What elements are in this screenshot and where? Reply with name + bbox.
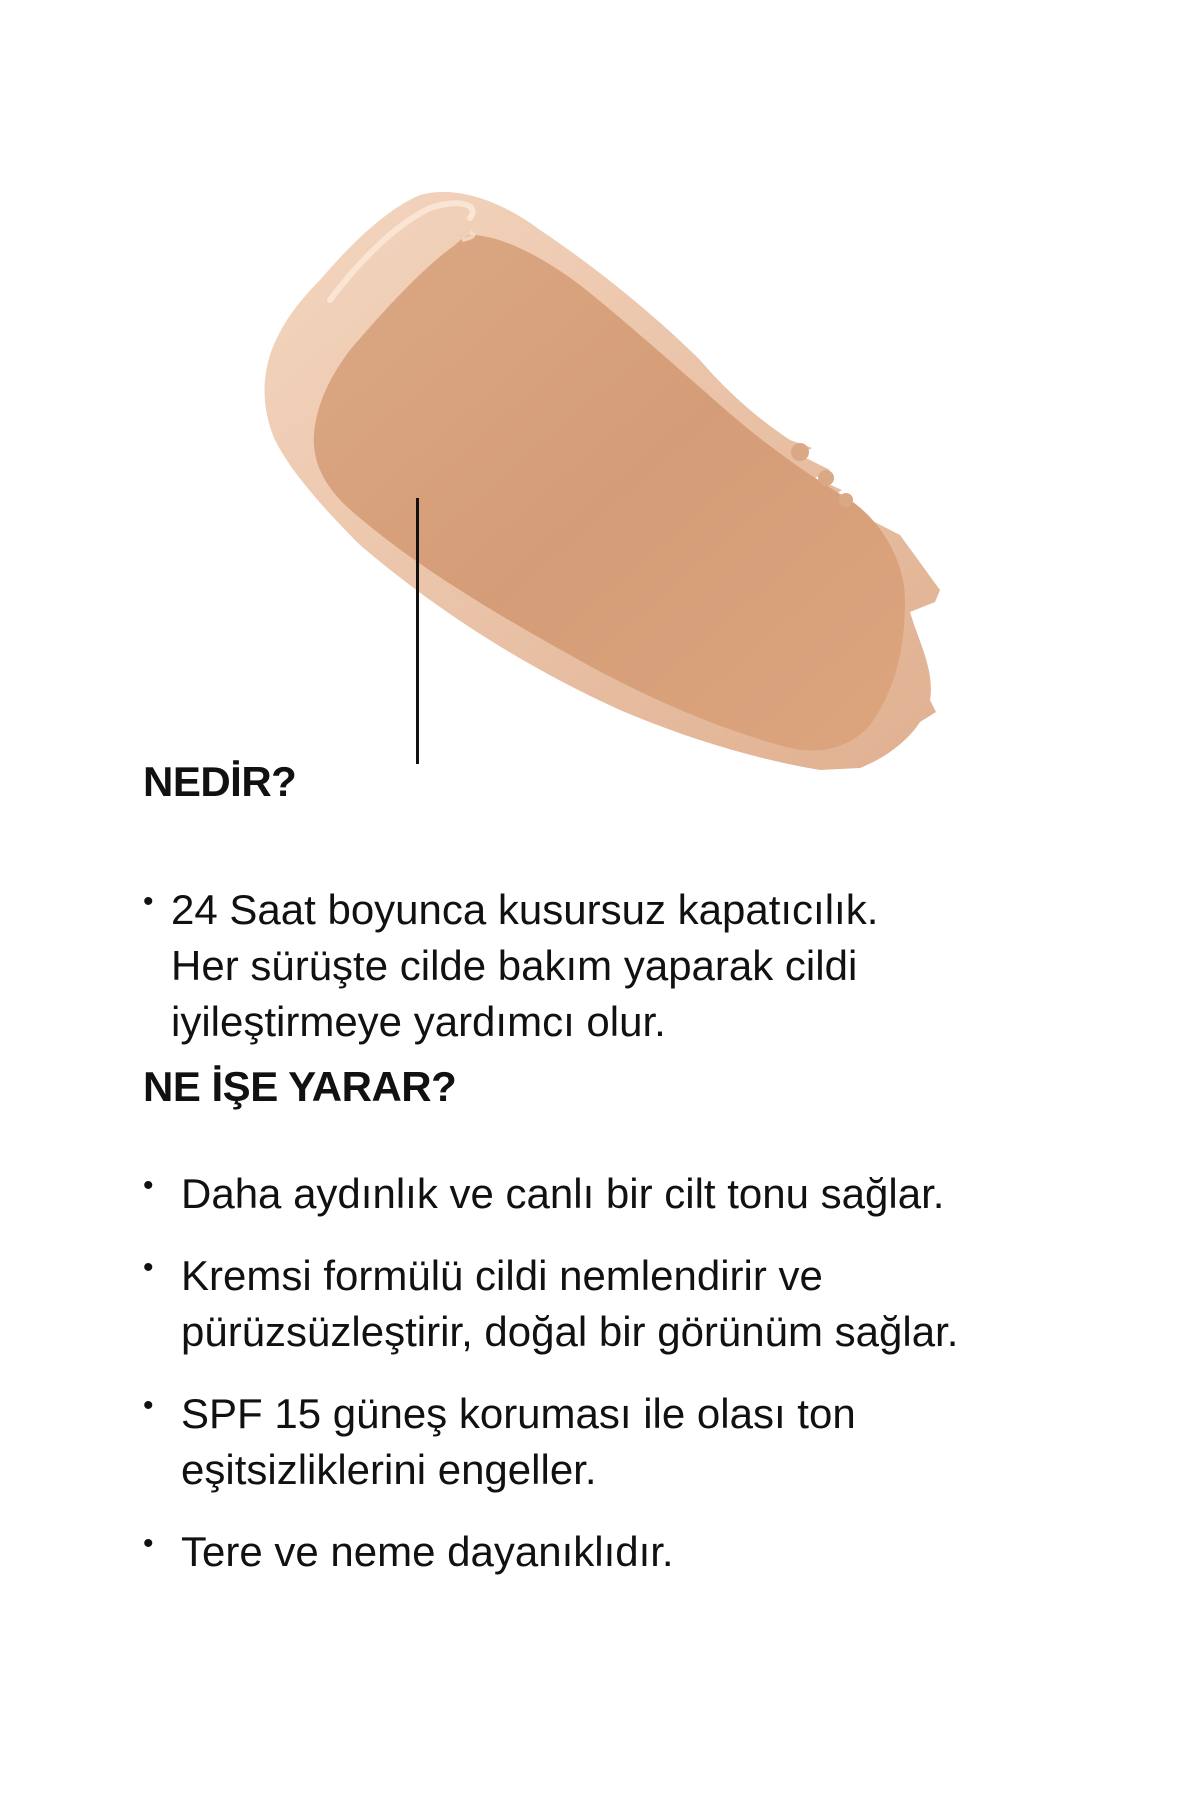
list-item [143, 1386, 1143, 1498]
what-is-it-list [143, 882, 1143, 1050]
swatch-fleck [818, 470, 834, 486]
list-item [143, 882, 1143, 1050]
what-is-it-section [143, 758, 1143, 1050]
what-is-it-heading: NEDİR? [143, 758, 297, 805]
list-item [143, 1524, 1143, 1580]
bullet-icon: • [143, 1169, 154, 1202]
bullet-icon: • [143, 885, 154, 918]
list-item-text: SPF 15 güneş koruması ile olası ton eşitsizliklerini engeller. [181, 1390, 856, 1493]
bullet-icon: • [143, 1389, 154, 1422]
swatch-fleck [839, 493, 853, 507]
list-item-text: Tere ve neme dayanıklıdır. [181, 1528, 674, 1575]
foundation-swatch [0, 0, 1200, 800]
benefits-heading: NE İŞE YARAR? [143, 1063, 457, 1110]
list-item [143, 1248, 1143, 1360]
swatch-fleck [791, 443, 809, 461]
swatch-inner [314, 235, 905, 751]
bullet-icon: • [143, 1527, 154, 1560]
list-item-text: Daha aydınlık ve canlı bir cilt tonu sağlar. [181, 1170, 945, 1217]
foundation-swatch-graphic [0, 0, 1200, 800]
list-item-text: 24 Saat boyunca kusursuz kapatıcılık. Her sürüşte cilde bakım yaparak cildi iyileştirmeye yardımcı olur. [171, 886, 879, 1045]
list-item [143, 1166, 1143, 1222]
list-item-text: Kremsi formülü cildi nemlendirir ve pürüzsüzleştirir, doğal bir görünüm sağlar. [181, 1252, 959, 1355]
benefits-section [143, 1063, 1143, 1606]
benefits-list [143, 1166, 1143, 1580]
bullet-icon: • [143, 1251, 154, 1284]
pointer-line [416, 498, 419, 764]
